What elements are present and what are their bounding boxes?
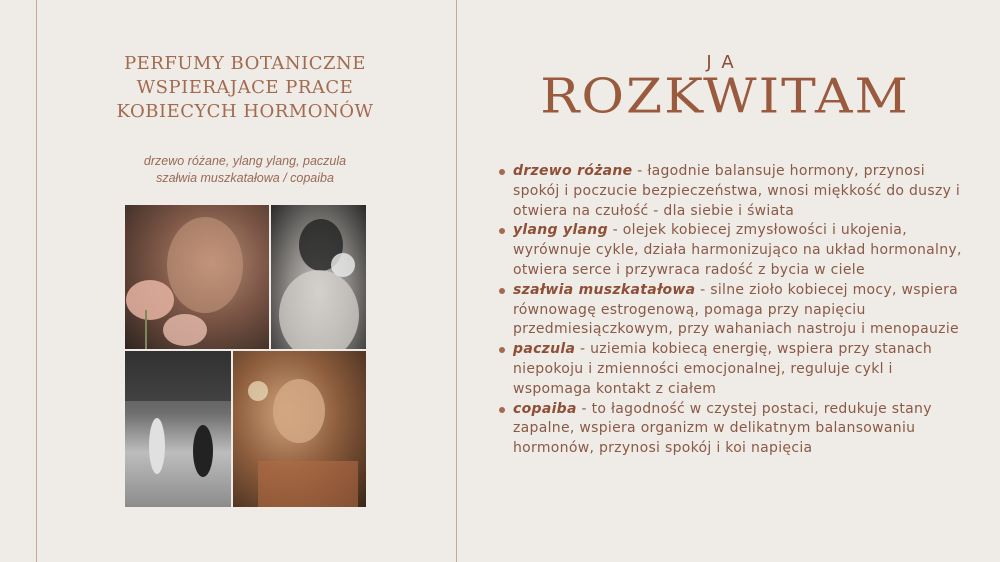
- left-title-line: KOBIECYCH HORMONÓW: [116, 101, 374, 122]
- left-divider-line: [36, 0, 37, 562]
- woman-with-flowers-photo: [125, 205, 269, 349]
- oil-description: - łagodnie balansuje hormony, przynosi spokój i poczucie bezpieczeństwa, wnosi miękkość do duszy i otwiera na czułość - dla siebie i świata: [513, 163, 961, 219]
- list-item: [494, 400, 964, 459]
- headline: ROZKWITAM: [540, 69, 910, 125]
- list-item: [494, 340, 964, 399]
- oil-description: - to łagodność w czystej postaci, redukuje stany zapalne, wspiera organizm w delikatnym balansowaniu hormonów, przynosi spokój i koi napięcia: [513, 400, 932, 457]
- woman-in-golden-light-photo: [233, 351, 366, 507]
- oil-name: copaiba: [513, 400, 577, 417]
- bullet-icon: [499, 347, 505, 353]
- list-item: [494, 162, 964, 221]
- oils-list: [494, 162, 964, 459]
- bullet-icon: [499, 169, 505, 175]
- list-item: [494, 281, 964, 340]
- bullet-icon: [499, 228, 505, 234]
- ingredients-subtitle: [100, 153, 390, 187]
- women-dancing-in-river-photo: [125, 351, 231, 507]
- oil-name: paczula: [513, 341, 576, 358]
- left-title-line: PERFUMY BOTANICZNE: [124, 53, 366, 74]
- bullet-icon: [499, 407, 505, 413]
- list-item: [494, 221, 964, 280]
- oil-description: - uziemia kobiecą energię, wspiera przy stanach niepokoju i zmienności emocjonalnej, reguluje cykl i wspomaga kontakt z ciałem: [513, 341, 933, 397]
- left-title: [100, 52, 390, 124]
- center-divider-line: [456, 0, 457, 562]
- bullet-icon: [499, 288, 505, 294]
- oil-name: ylang ylang: [513, 222, 608, 239]
- subtitle-line: drzewo różane, ylang ylang, paczula: [143, 154, 347, 168]
- kicker-text: JA: [706, 52, 744, 73]
- left-title-line: WSPIERAJACE PRACE: [136, 77, 354, 98]
- oil-description: - silne zioło kobiecej mocy, wspiera równowagę estrogenową, pomaga przy napięciu przedmiesiączkowym, przy wahaniach nastroju i menopauzie: [513, 281, 959, 338]
- subtitle-line: szałwia muszkatałowa / copaiba: [156, 171, 334, 185]
- oil-name: drzewo różane: [513, 163, 633, 179]
- oil-name: szałwia muszkatałowa: [513, 281, 696, 298]
- photo-collage: [125, 205, 366, 507]
- oil-description: - olejek kobiecej zmysłowości i ukojenia, wyrównuje cykle, działa harmonizująco na układ hormonalny, otwiera serce i przywraca radość z bycia w ciele: [513, 222, 962, 278]
- woman-back-with-flower-photo: [271, 205, 366, 349]
